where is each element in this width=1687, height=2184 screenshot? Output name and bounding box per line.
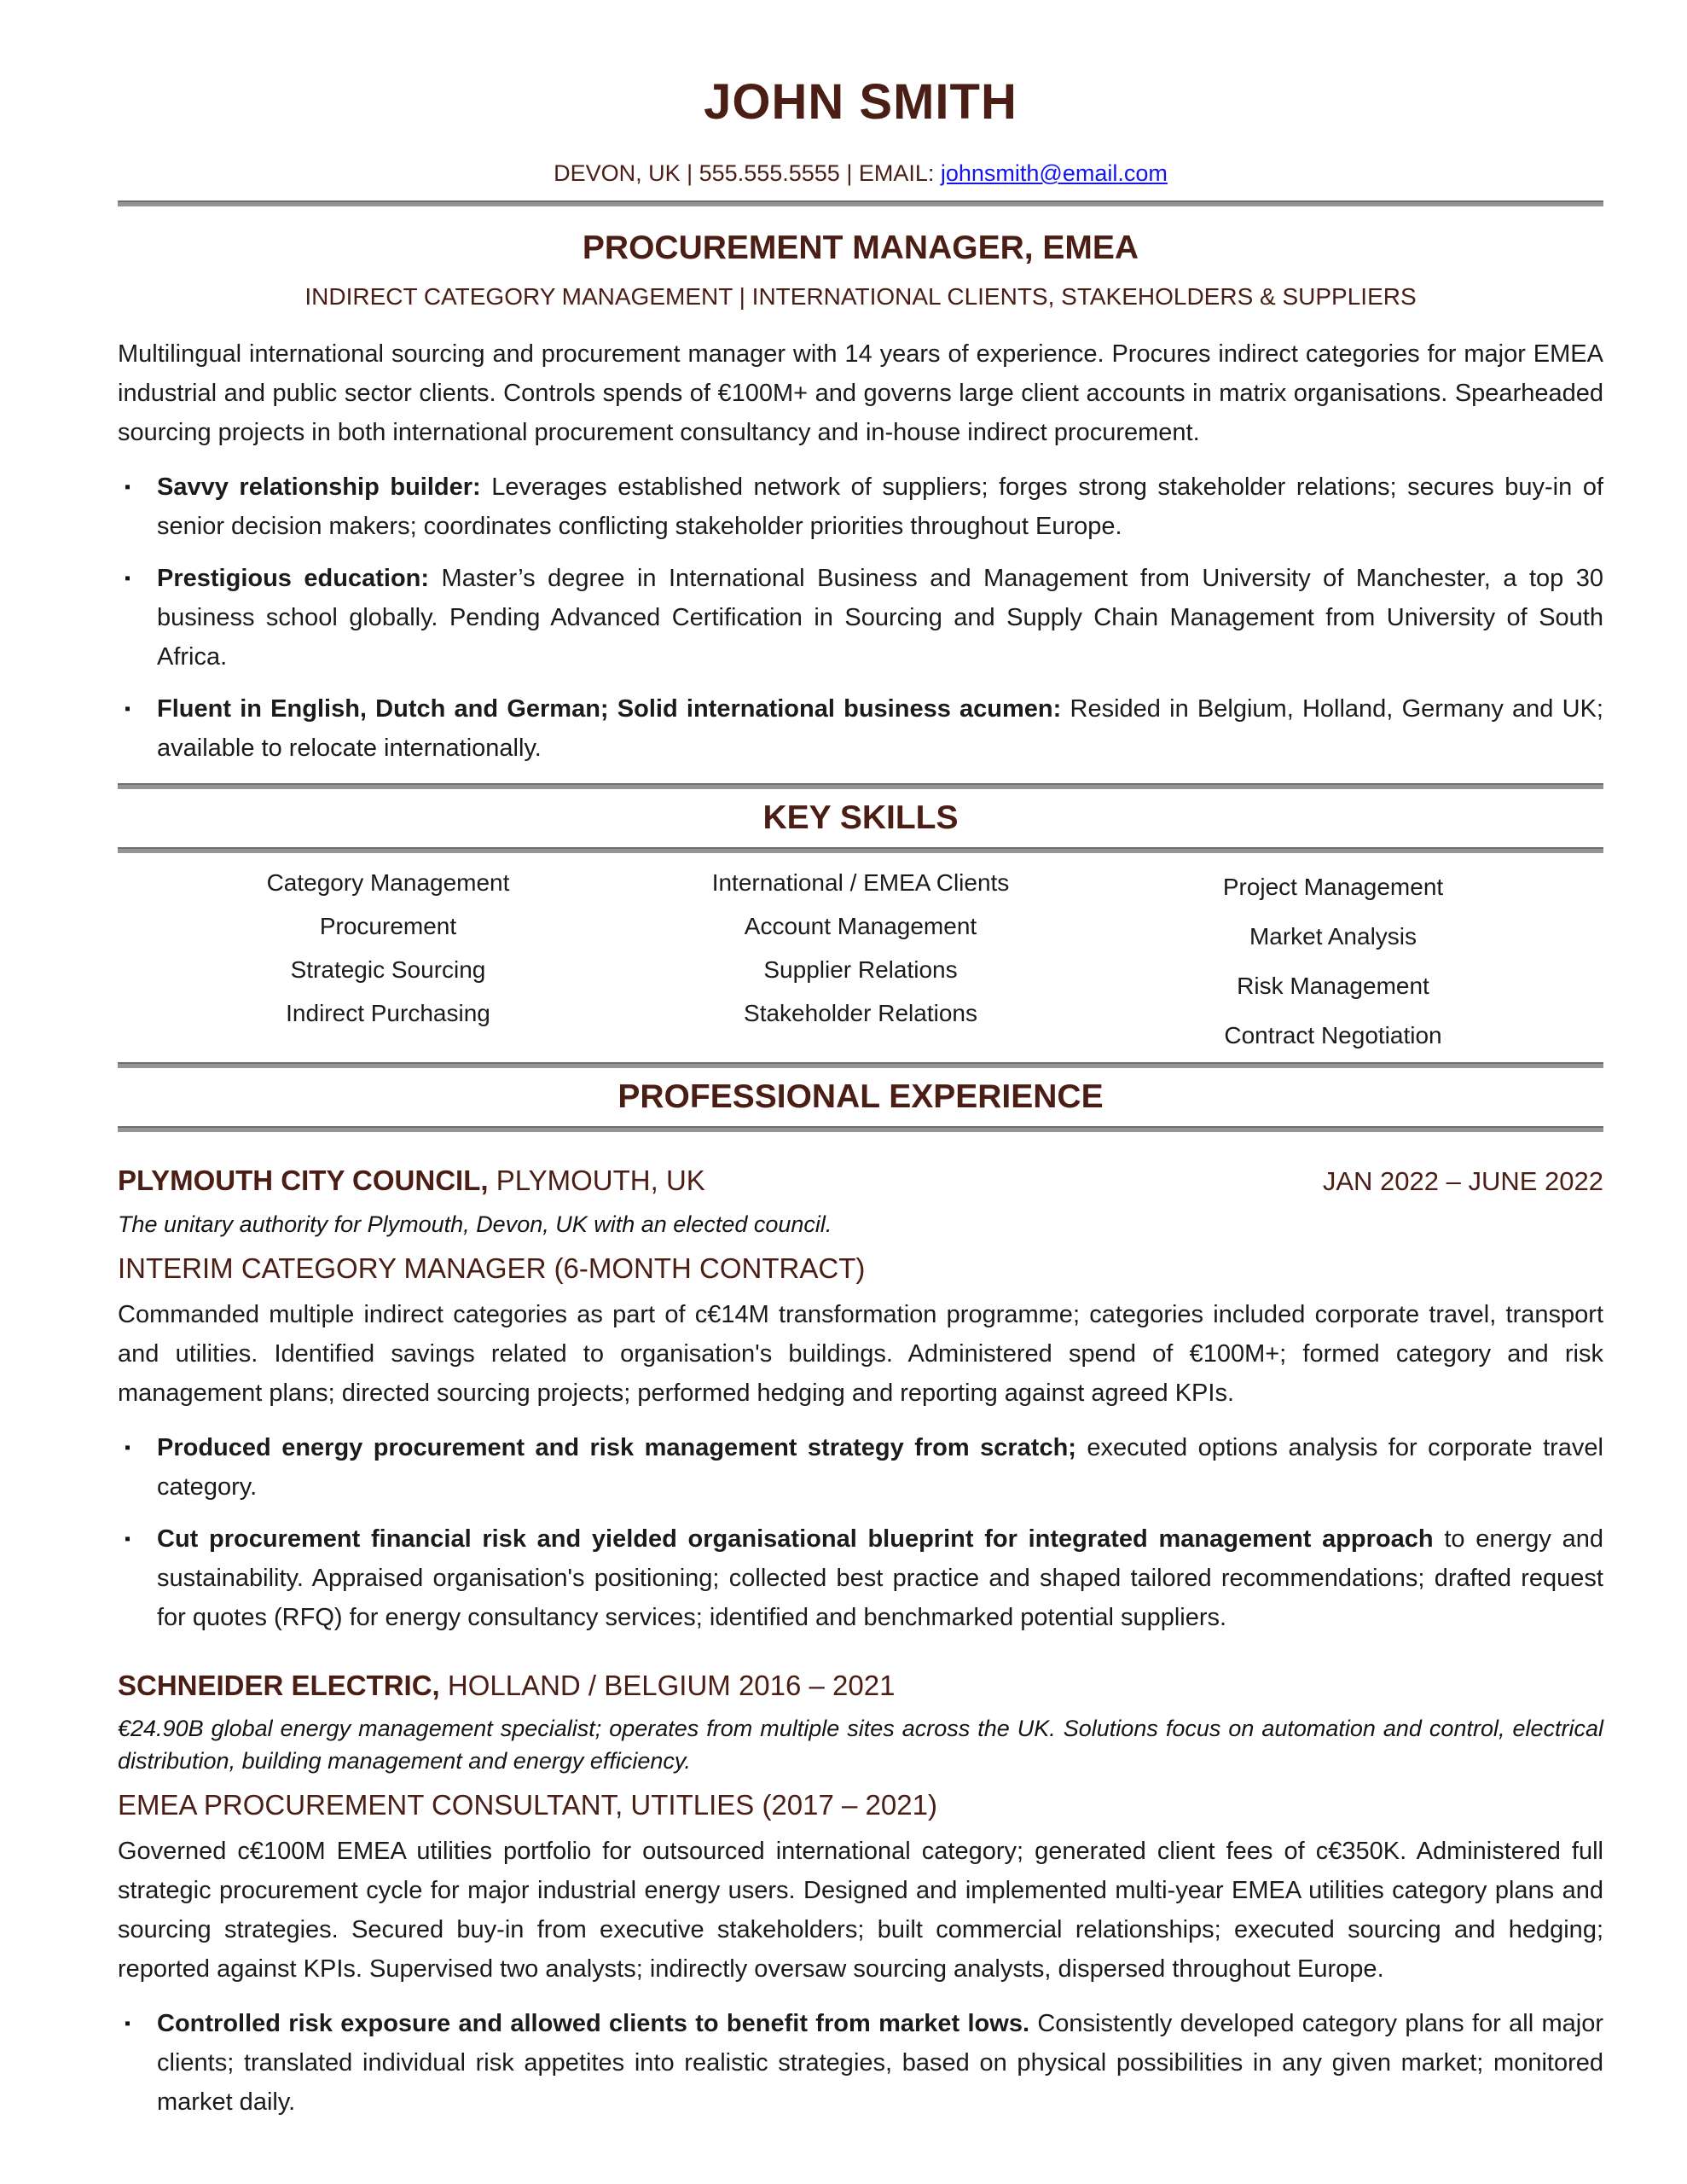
skills-column-2 [624, 868, 1097, 1050]
job-dates: JAN 2022 – JUNE 2022 [1322, 1165, 1603, 1196]
bullet-marker-icon: ▪ [125, 1529, 131, 1548]
job-bullet [118, 2004, 1603, 2122]
horizontal-rule [118, 783, 1603, 789]
skill-item: International / EMEA Clients [711, 868, 1010, 896]
page-title: JOHN SMITH [704, 74, 1017, 130]
bullet-marker-icon: ▪ [125, 699, 131, 718]
summary-bullet [118, 689, 1603, 768]
bullet-text: Leverages established network of suppliers; forges strong stakeholder relations; secures buy-in of senior decision makers; coordinates conflicting stakeholder priorities throughout Europe. [157, 473, 1604, 540]
summary-paragraph: Multilingual international sourcing and procurement manager with 14 years of experience. Procures indirect categories for major EMEA industrial and public sector clients. Controls spends of €100M+ and governs large client accounts in matrix organisations. Spearheaded sourcing projects in both international procurement consultancy and in-house indirect procurement. [118, 340, 1603, 446]
key-skills-grid [118, 853, 1603, 1062]
bullet-lead: Fluent in English, Dutch and German; Solid international business acumen: [157, 694, 1062, 723]
job-blurb: The unitary authority for Plymouth, Devon, UK with an elected council. [118, 1211, 832, 1237]
bullet-lead: Produced energy procurement and risk management strategy from scratch; [157, 1433, 1076, 1461]
job-bullet-list [118, 1428, 1603, 1637]
horizontal-rule [118, 1062, 1603, 1068]
headline: PROCUREMENT MANAGER, EMEA [582, 229, 1139, 266]
contact-text: DEVON, UK | 555.555.5555 | EMAIL: [554, 160, 941, 186]
summary-bullet [118, 559, 1603, 677]
skill-item: Strategic Sourcing [290, 956, 486, 983]
skill-item: Category Management [266, 868, 510, 896]
email-link[interactable]: johnsmith@email.com [940, 160, 1168, 186]
bullet-marker-icon: ▪ [125, 568, 131, 588]
bullet-marker-icon: ▪ [125, 2013, 131, 2033]
job-bullet [118, 1428, 1603, 1507]
bullet-text: Master’s degree in International Business and Management from University of Manchester, a top 30 business school globally. Pending Advanced Certification in Sourcing and Supply Chain Management from University of South Africa. [157, 564, 1604, 671]
skills-column-1 [152, 868, 624, 1050]
job-bullet [118, 1519, 1603, 1637]
bullet-lead: Savvy relationship builder: [157, 473, 481, 501]
bullet-marker-icon: ▪ [125, 477, 131, 497]
job-header-line [118, 1163, 1603, 1199]
job-company-location [118, 1163, 705, 1199]
bullet-text: Consistently developed category plans for all major clients; translated individual risk appetites into realistic strategies, based on physical possibilities in any given market; monitored market daily. [157, 2009, 1603, 2116]
bullet-text: executed options analysis for corporate travel category. [157, 1433, 1603, 1501]
bullet-lead: Cut procurement financial risk and yielded organisational blueprint for integrated management approach [157, 1525, 1434, 1553]
bullet-lead: Controlled risk exposure and allowed clients to benefit from market lows. [157, 2009, 1030, 2037]
section-heading-key-skills: KEY SKILLS [762, 799, 959, 836]
skill-item: Supplier Relations [763, 956, 958, 983]
bullet-text: to energy and sustainability. Appraised organisation's positioning; collected best practice and shaped tailored recommendations; drafted request for quotes (RFQ) for energy consultancy services; identified and benchmarked potential suppliers. [157, 1525, 1603, 1631]
job-blurb: €24.90B global energy management specialist; operates from multiple sites across the UK. Solutions focus on automation and control, electrical distribution, building management and energy efficiency. [118, 1715, 1603, 1774]
summary-bullet-list [118, 468, 1603, 768]
skill-item: Stakeholder Relations [744, 999, 977, 1026]
summary-bullet [118, 468, 1603, 546]
horizontal-rule [118, 200, 1603, 206]
job-company: SCHNEIDER ELECTRIC, [118, 1669, 440, 1701]
job-paragraph: Commanded multiple indirect categories as part of c€14M transformation programme; categories included corporate travel, transport and utilities. Identified savings related to organisation's buildings. Administered spend of €100M+; formed category and risk management plans; directed sourcing projects; performed hedging and reporting against agreed KPIs. [118, 1300, 1603, 1407]
job-header-line [118, 1668, 1603, 1704]
skill-item: Risk Management [1237, 972, 1429, 999]
job-role-title: EMEA PROCUREMENT CONSULTANT, UTITLIES (2017 – 2021) [118, 1788, 937, 1821]
skill-item: Account Management [744, 912, 977, 939]
skills-column-3 [1097, 873, 1569, 1050]
job-paragraph: Governed c€100M EMEA utilities portfolio for outsourced international category; generated client fees of c€350K. Administered full strategic procurement cycle for major industrial energy users. Designed and implemented multi-year EMEA utilities category plans and sourcing strategies. Secured buy-in from executive stakeholders; built commercial relationships; executed sourcing and hedging; reported against KPIs. Supervised two analysts; indirectly oversaw sourcing analysts, dispersed throughout Europe. [118, 1837, 1603, 1983]
job-entry-plymouth [118, 1163, 1603, 1637]
horizontal-rule [118, 847, 1603, 853]
bullet-lead: Prestigious education: [157, 564, 430, 592]
horizontal-rule [118, 1126, 1603, 1132]
skill-item: Contract Negotiation [1224, 1021, 1442, 1048]
sub-headline: INDIRECT CATEGORY MANAGEMENT | INTERNATIONAL CLIENTS, STAKEHOLDERS & SUPPLIERS [304, 282, 1417, 310]
job-location: PLYMOUTH, UK [488, 1164, 705, 1196]
skill-item: Project Management [1222, 873, 1444, 900]
job-bullet-list [118, 2004, 1603, 2122]
bullet-text: Resided in Belgium, Holland, Germany and UK; available to relocate internationally. [157, 694, 1603, 762]
job-location: HOLLAND / BELGIUM 2016 – 2021 [439, 1669, 896, 1701]
skill-item: Procurement [319, 912, 457, 939]
bullet-marker-icon: ▪ [125, 1438, 131, 1457]
skill-item: Market Analysis [1249, 922, 1417, 950]
job-entry-schneider [118, 1668, 1603, 2122]
skill-item: Indirect Purchasing [286, 999, 490, 1026]
section-heading-experience: PROFESSIONAL EXPERIENCE [617, 1077, 1104, 1115]
job-company-location [118, 1668, 895, 1704]
job-company: PLYMOUTH CITY COUNCIL, [118, 1164, 489, 1196]
job-role-title: INTERIM CATEGORY MANAGER (6-MONTH CONTRACT) [118, 1252, 866, 1284]
contact-line [118, 158, 1603, 189]
